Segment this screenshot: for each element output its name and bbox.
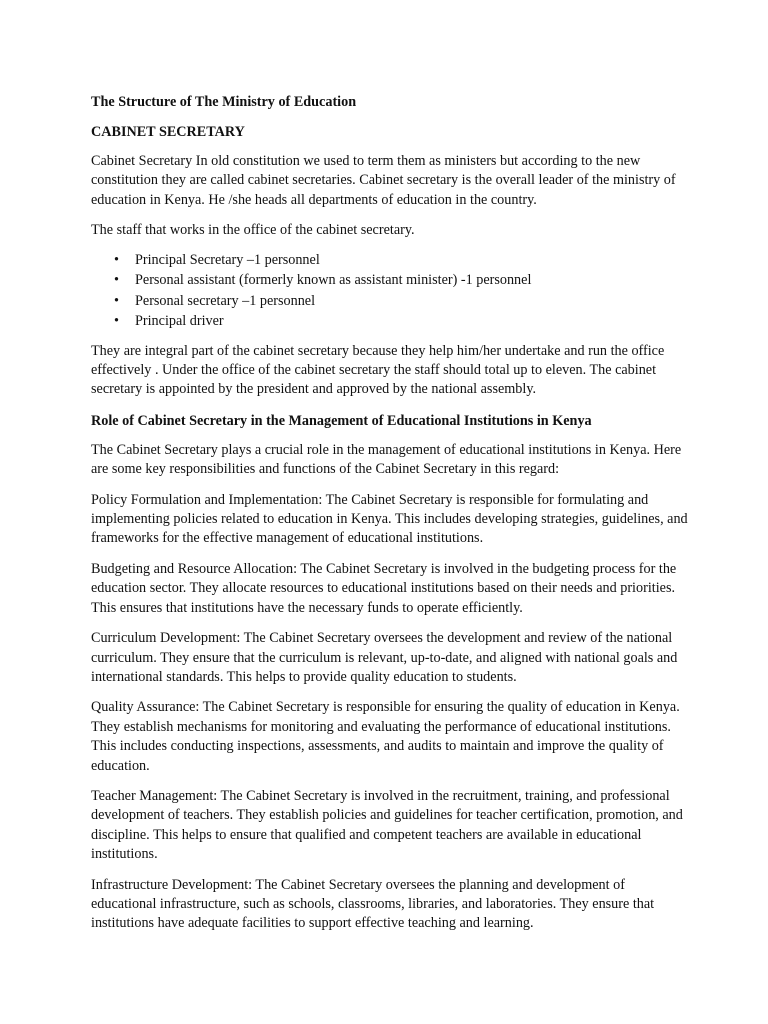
document-title: The Structure of The Ministry of Education bbox=[91, 94, 357, 110]
staff-list-item-text: Principal driver bbox=[135, 313, 224, 330]
staff-list-item-text: Principal Secretary –1 personnel bbox=[135, 251, 320, 268]
responsibility-paragraph: Quality Assurance: The Cabinet Secretary is responsible for ensuring the quality of education in Kenya. They establish mechanisms for monitoring and evaluating the performance of educational institutions. This includes conducting inspections, assessments, and audits to maintain and improve the quality of education. bbox=[91, 699, 680, 774]
staff-list-item bbox=[91, 250, 689, 271]
bullet-icon: • bbox=[114, 251, 119, 268]
responsibility-paragraph: Infrastructure Development: The Cabinet Secretary oversees the planning and development of educational infrastructure, such as schools, classrooms, libraries, and laboratories. They ensure that institutions have adequate facilities to support effective teaching and learning. bbox=[91, 876, 655, 932]
intro-paragraph: Cabinet Secretary In old constitution we used to term them as ministers but according to the new constitution they are called cabinet secretaries. Cabinet secretary is the overall leader of the ministry of education in Kenya. He /she heads all departments of education in the country. bbox=[91, 153, 676, 208]
responsibility-paragraph: Curriculum Development: The Cabinet Secretary oversees the development and review of the national curriculum. They ensure that the curriculum is relevant, up-to-date, and aligned with national goals and international standards. This helps to provide quality education to students. bbox=[91, 630, 678, 685]
staff-list-item bbox=[91, 270, 689, 291]
responsibility-paragraph: Budgeting and Resource Allocation: The Cabinet Secretary is involved in the budgeting process for the education sector. They allocate resources to educational institutions based on their needs and priorities. This ensures that institutions have the necessary funds to operate efficiently. bbox=[91, 560, 677, 616]
responsibility-paragraph: Policy Formulation and Implementation: The Cabinet Secretary is responsible for formulating and implementing policies related to education in Kenya. This includes developing strategies, guidelines, and frameworks for the effective management of educational institutions. bbox=[91, 491, 688, 547]
staff-list-item-text: Personal secretary –1 personnel bbox=[135, 292, 316, 309]
staff-list-item-text: Personal assistant (formerly known as assistant minister) -1 personnel bbox=[135, 272, 532, 289]
responsibility-paragraph: Teacher Management: The Cabinet Secretary is involved in the recruitment, training, and professional development of teachers. They establish policies and guidelines for teacher certification, promotion, and discipline. This helps to ensure that qualified and competent teachers are available in educational institutions. bbox=[91, 787, 683, 863]
bullet-icon: • bbox=[114, 292, 119, 309]
staff-paragraph: They are integral part of the cabinet secretary because they help him/her undertake and run the office effectively . Under the office of the cabinet secretary the staff should total up to eleven. The cabinet secretary is appointed by the president and approved by the national assembly. bbox=[91, 342, 665, 398]
section-heading-cabinet-secretary: CABINET SECRETARY bbox=[91, 124, 245, 140]
role-intro-paragraph: The Cabinet Secretary plays a crucial role in the management of educational institutions in Kenya. Here are some key responsibilities and functions of the Cabinet Secretary in this regard: bbox=[91, 441, 682, 478]
document-page bbox=[91, 92, 689, 945]
bullet-icon: • bbox=[114, 272, 119, 289]
staff-intro-paragraph: The staff that works in the office of the cabinet secretary. bbox=[91, 222, 415, 239]
staff-list-item bbox=[91, 291, 689, 312]
staff-list-item bbox=[91, 311, 689, 332]
bullet-icon: • bbox=[114, 313, 119, 330]
section-heading-role: Role of Cabinet Secretary in the Management of Educational Institutions in Kenya bbox=[91, 412, 592, 429]
staff-list bbox=[91, 250, 689, 332]
